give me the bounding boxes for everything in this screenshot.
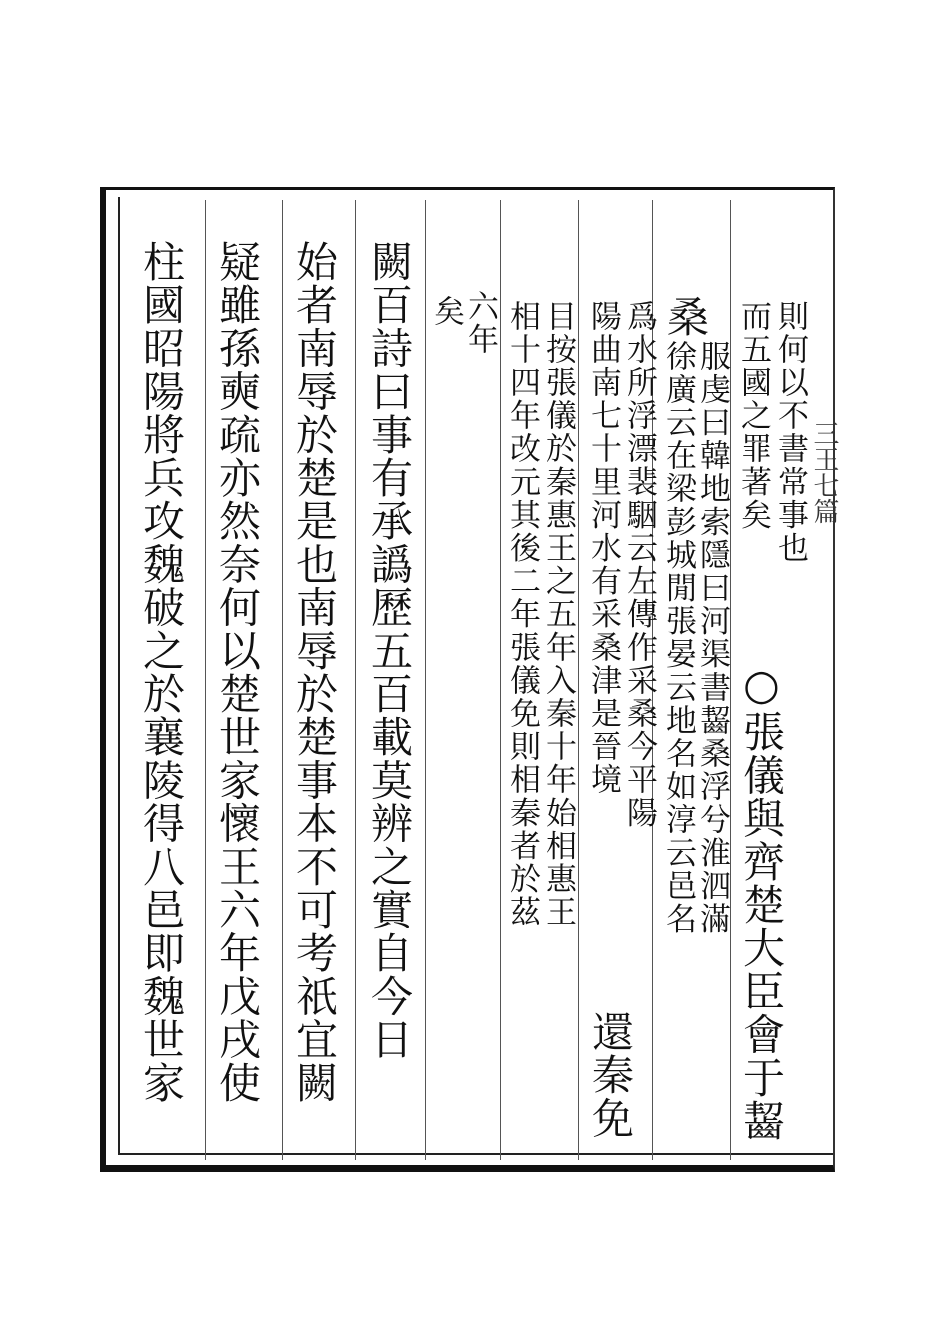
text-column-4: 服虔曰韓地索隱曰河渠書齧桑浮兮淮泗滿 bbox=[694, 340, 730, 936]
text-column-2: 而五國之罪著矣 bbox=[735, 300, 771, 532]
text-column-6: 徐廣云在梁彭城閒張晏云地名如淳云邑名 bbox=[660, 340, 696, 936]
text-column-5: 桑 bbox=[661, 295, 710, 339]
column-rule bbox=[425, 200, 426, 1160]
text-column-16: 疑雖孫奭疏亦然奈何以楚世家懷王六年戊戌使 bbox=[213, 240, 262, 1104]
text-column-12: 六年 bbox=[462, 290, 498, 357]
text-column-14: 闕百詩曰事有承譌歷五百載莫辨之實自今日 bbox=[365, 240, 414, 1061]
column-rule bbox=[730, 200, 731, 1160]
text-column-15: 始者南辱於楚是也南辱於楚事本不可考祇宜闕 bbox=[290, 240, 339, 1104]
column-rule bbox=[578, 200, 579, 1160]
column-rule bbox=[500, 200, 501, 1160]
text-column-13: 矣 bbox=[428, 295, 464, 329]
text-column-10: 目按張儀於秦惠王之五年入秦十年始相惠王 bbox=[540, 300, 576, 929]
column-rule bbox=[355, 200, 356, 1160]
text-column-11: 相十四年改元其後二年張儀免則相秦者於茲 bbox=[504, 300, 540, 929]
text-column-17: 柱國昭陽將兵攻魏破之於襄陵得八邑即魏世家 bbox=[137, 240, 186, 1104]
text-column-7: 爲水所浮漂裴駰云左傳作采桑今平陽 bbox=[621, 300, 657, 830]
margin-label: 三王七篇 bbox=[809, 420, 839, 524]
text-column-3: ○張儀與齊楚大臣會于齧 bbox=[737, 660, 786, 1143]
text-column-1: 則何以不書常事也 bbox=[772, 300, 808, 565]
column-rule bbox=[282, 200, 283, 1160]
text-column-9: 還秦免 bbox=[586, 1010, 635, 1140]
text-column-8: 陽曲南七十里河水有采桑津是晉境 bbox=[585, 300, 621, 797]
column-rule bbox=[205, 200, 206, 1160]
